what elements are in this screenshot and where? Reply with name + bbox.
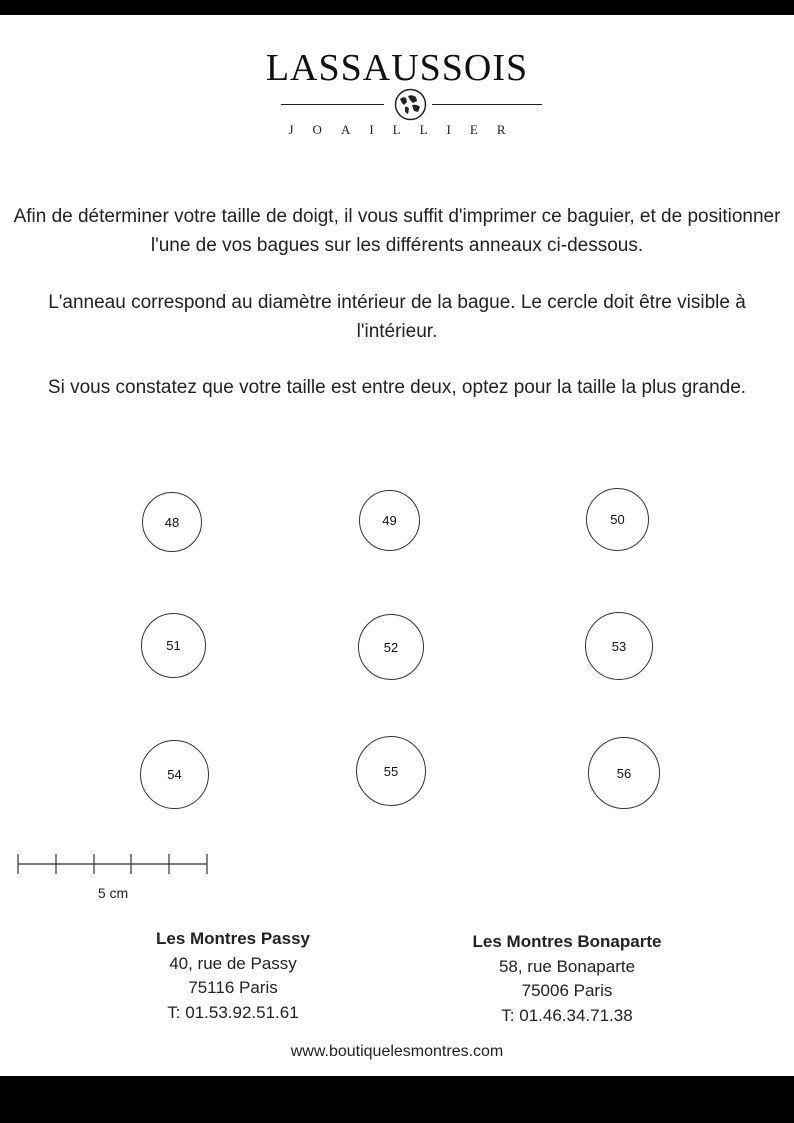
intro-paragraph: Afin de déterminer votre taille de doigt, il vous suffit d'imprimer ce baguier, et de positionner l'une de vos bagues sur les différents anneaux ci-dessous. bbox=[13, 206, 781, 256]
ring-size-48: 48 bbox=[142, 492, 202, 552]
store-name: Les Montres Bonaparte bbox=[472, 932, 662, 951]
store-bonaparte bbox=[447, 930, 687, 1028]
ring-size-56: 56 bbox=[588, 737, 660, 809]
ring-size-52: 52 bbox=[358, 614, 424, 680]
intro-paragraph: L'anneau correspond au diamètre intérieur de la bague. Le cercle doit être visible à l'intérieur. bbox=[48, 292, 746, 342]
store-name: Les Montres Passy bbox=[155, 929, 310, 948]
ring-size-50: 50 bbox=[586, 488, 649, 551]
logo-divider-right bbox=[432, 104, 542, 105]
store-passy bbox=[113, 927, 353, 1025]
store-street: 40, rue de Passy bbox=[169, 953, 297, 973]
store-city: 75006 Paris bbox=[521, 981, 613, 1000]
bottom-black-bar bbox=[0, 1076, 794, 1123]
intro-paragraph: Si vous constatez que votre taille est entre deux, optez pour la taille la plus grande. bbox=[47, 377, 747, 398]
logo-divider-left bbox=[281, 104, 384, 105]
globe-icon bbox=[394, 88, 427, 121]
ring-size-53: 53 bbox=[585, 612, 653, 680]
ring-size-49: 49 bbox=[359, 490, 420, 551]
scale-ruler bbox=[17, 850, 209, 878]
store-street: 58, rue Bonaparte bbox=[498, 956, 636, 976]
store-phone: T: 01.53.92.51.61 bbox=[167, 1002, 299, 1022]
ring-size-51: 51 bbox=[141, 613, 206, 678]
store-city: 75116 Paris bbox=[188, 978, 278, 997]
ring-size-54: 54 bbox=[140, 740, 209, 809]
store-phone: T: 01.46.34.71.38 bbox=[501, 1005, 633, 1025]
scale-label: 5 cm bbox=[97, 885, 129, 901]
ring-size-55: 55 bbox=[356, 736, 426, 806]
brand-logo-title: LASSAUSSOIS bbox=[265, 47, 529, 89]
brand-logo-subtitle: JOAILLIER bbox=[288, 122, 525, 137]
top-black-bar bbox=[0, 0, 794, 15]
website-url: www.boutiquelesmontres.com bbox=[290, 1043, 504, 1060]
